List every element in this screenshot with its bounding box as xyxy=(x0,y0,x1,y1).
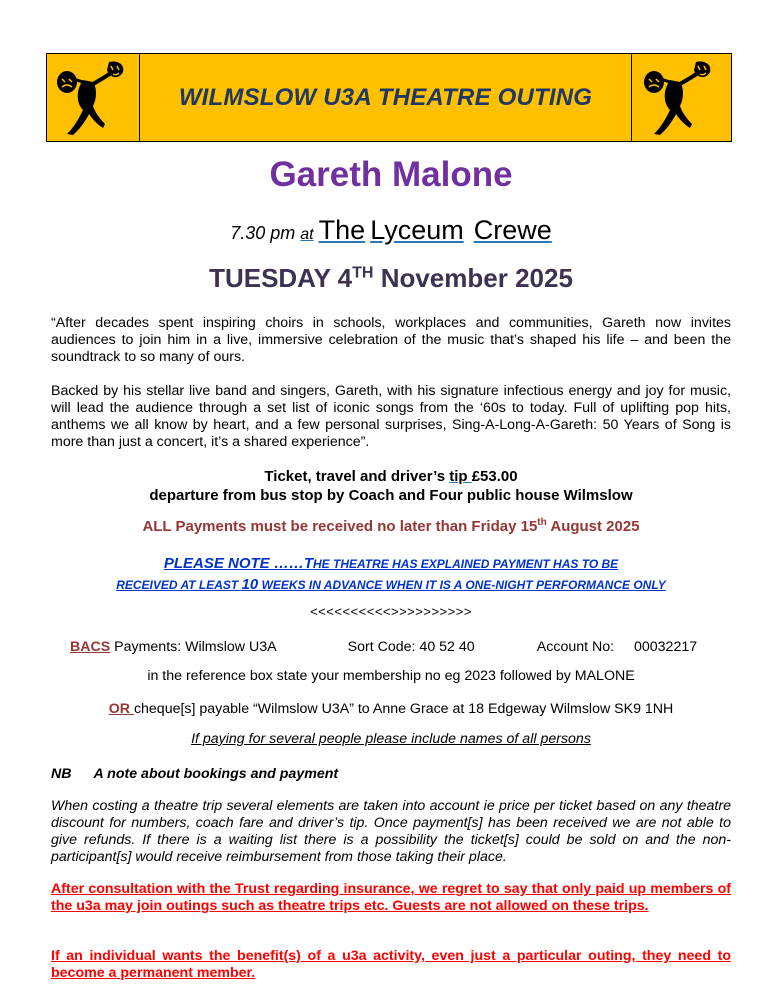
venue-town: Crewe xyxy=(473,215,552,245)
event-time: 7.30 pm xyxy=(230,223,296,243)
please-note-line-2 xyxy=(0,576,782,593)
theatre-masks-dancer-icon xyxy=(53,58,135,138)
nb-heading xyxy=(51,766,338,782)
please-note-prefix: RECEIVED AT LEAST xyxy=(116,578,242,592)
or-label: OR xyxy=(108,701,134,717)
ticket-price-line xyxy=(0,467,782,486)
please-note-rest: HE THEATRE HAS EXPLAINED PAYMENT HAS TO BE xyxy=(313,557,619,571)
ticket-tip: tip xyxy=(449,468,472,485)
date-superscript: TH xyxy=(352,264,374,282)
ticket-price-prefix: Ticket, travel and driver’s xyxy=(264,468,450,485)
payment-deadline xyxy=(0,517,782,535)
venue-the: The xyxy=(318,215,366,245)
departure-line: departure from bus stop by Coach and Four public house Wilmslow xyxy=(149,487,633,504)
bacs-label: BACS xyxy=(70,639,111,655)
account-label: Account No: xyxy=(536,639,615,655)
nb-title: A note about bookings and payment xyxy=(93,766,339,782)
please-note-lead: PLEASE NOTE ……T xyxy=(163,555,314,572)
reference-instructions: in the reference box state your membership no eg 2023 followed by MALONE xyxy=(147,668,635,684)
nb-label: NB xyxy=(51,766,72,782)
cheque-text: cheque[s] payable “Wilmslow U3A” to Anne Grace at 18 Edgeway Wilmslow SK9 1NH xyxy=(133,701,674,717)
please-note-weeks: 10 xyxy=(241,576,259,593)
sort-code: Sort Code: 40 52 40 xyxy=(347,639,475,655)
deadline-suffix: August 2025 xyxy=(546,518,640,535)
venue-name: Lyceum xyxy=(370,215,464,245)
event-date xyxy=(0,263,782,294)
please-note-line-1 xyxy=(0,555,782,572)
membership-warning: If an individual wants the benefit(s) of a u3a activity, even just a particular outing, they need to become a permanent member. xyxy=(51,948,731,981)
insurance-warning: After consultation with the Trust regarding insurance, we regret to say that only paid up members of the u3a may join outings such as theatre trips etc. Guests are not allowed on these trips. xyxy=(51,881,731,914)
venue-at: at xyxy=(300,226,314,243)
banner-title-cell xyxy=(140,54,631,141)
account-number: 00032217 xyxy=(634,639,698,655)
ticket-price: £53.00 xyxy=(471,468,518,485)
banner-title: WILMSLOW U3A THEATRE OUTING xyxy=(178,83,593,111)
separator: <<<<<<<<<<>>>>>>>>>> xyxy=(310,604,472,619)
date-prefix: TUESDAY 4 xyxy=(209,263,353,293)
several-people-note: If paying for several people please include names of all persons xyxy=(191,731,591,747)
ticket-info xyxy=(0,467,782,505)
cheque-details xyxy=(0,701,782,717)
header-banner xyxy=(46,53,732,142)
deadline-superscript: th xyxy=(537,517,547,528)
costing-paragraph: When costing a theatre trip several elements are taken into account ie price per ticket based on any theatre discount for numbers, coach fare and driver’s tip. Once payment[s] has been received we are not able to give refunds. If there is a waiting list there is a possibility the ticket[s] could be sold on and the non-participant[s] would receive reimbursement from those taking their place. xyxy=(51,798,731,865)
banner-left-cell xyxy=(47,54,140,141)
venue-line xyxy=(0,215,782,246)
date-suffix: November 2025 xyxy=(373,263,573,293)
theatre-masks-dancer-icon xyxy=(640,58,722,138)
deadline-prefix: ALL Payments must be received no later than Friday 15 xyxy=(142,518,538,535)
bacs-payee: Payments: Wilmslow U3A xyxy=(110,639,276,655)
bacs-details xyxy=(70,639,697,655)
artist-name: Gareth Malone xyxy=(269,155,513,194)
description-paragraph-2: Backed by his stellar live band and singers, Gareth, with his signature infectious energy and joy for music, will lead the audience through a set list of iconic songs from the ‘60s to today. Full of uplifting pop hits, anthems we all know by heart, and a few personal surprises, Sing-A-Long-A-Gareth: 50 Years of Song is more than just a concert, it’s a shared experience”. xyxy=(51,383,731,450)
please-note-suffix: WEEKS IN ADVANCE WHEN IT IS A ONE-NIGHT PERFORMANCE ONLY xyxy=(258,578,666,592)
description-paragraph-1: “After decades spent inspiring choirs in schools, workplaces and communities, Gareth now invites audiences to join him in a live, immersive celebration of the music that’s shaped his life – and been the soundtrack to so many of ours. xyxy=(51,315,731,365)
banner-right-cell xyxy=(631,54,731,141)
